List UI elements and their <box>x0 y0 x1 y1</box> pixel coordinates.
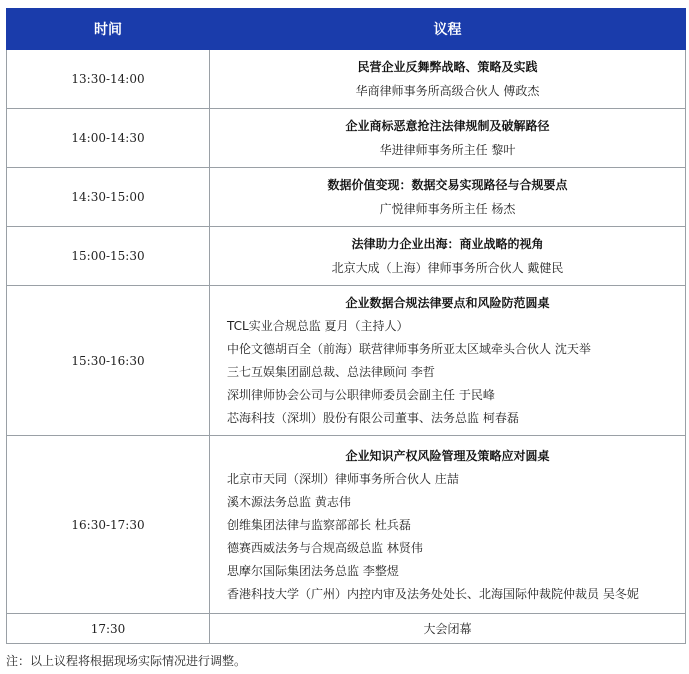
session-title: 数据价值变现：数据交易实现路径与合规要点 <box>327 178 568 192</box>
session-time: 17:30 <box>7 614 210 644</box>
agenda-row <box>7 168 686 227</box>
speaker: 北京大成（上海）律师事务所合伙人 戴健民 <box>331 261 564 275</box>
panelist: TCL实业合规总监 夏月（主持人） <box>227 319 409 333</box>
agenda-row <box>7 227 686 286</box>
speaker: 华商律师事务所高级合伙人 傅政杰 <box>355 84 540 98</box>
time-column-header: 时间 <box>7 9 210 50</box>
panelist: 思摩尔国际集团法务总监 李整煜 <box>227 563 399 578</box>
agenda-row <box>7 286 686 436</box>
session-cell <box>210 109 686 168</box>
session-time: 15:00-15:30 <box>7 227 210 286</box>
footnote: 注：以上议程将根据现场实际情况进行调整。 <box>6 654 247 668</box>
agenda-row <box>7 109 686 168</box>
session-title: 企业商标恶意抢注法律规制及破解路径 <box>345 119 550 133</box>
panelist: 三七互娱集团副总裁、总法律顾问 李哲 <box>227 365 435 379</box>
panelist: 北京市天同（深圳）律师事务所合伙人 庄喆 <box>227 471 459 486</box>
panelist: 中伦文德胡百全（前海）联营律师事务所亚太区域牵头合伙人 沈天举 <box>227 342 591 356</box>
agenda-row <box>7 436 686 614</box>
agenda-table <box>6 8 686 644</box>
session-cell <box>210 286 686 436</box>
session-cell <box>210 227 686 286</box>
session-title: 企业数据合规法律要点和风险防范圆桌 <box>345 296 550 310</box>
session-time: 14:30-15:00 <box>7 168 210 227</box>
agenda-column-header: 议程 <box>210 9 686 50</box>
panelist: 深圳律师协会公司与公职律师委员会副主任 于民峰 <box>227 388 495 402</box>
session-title: 企业知识产权风险管理及策略应对圆桌 <box>345 448 550 463</box>
panelist: 溪木源法务总监 黄志伟 <box>227 494 351 509</box>
session-time: 14:00-14:30 <box>7 109 210 168</box>
closing-cell: 大会闭幕 <box>210 614 686 644</box>
panelist: 香港科技大学（广州）内控内审及法务处处长、北海国际仲裁院仲裁员 吴冬妮 <box>227 586 639 601</box>
session-time: 15:30-16:30 <box>7 286 210 436</box>
session-title: 民营企业反舞弊战略、策略及实践 <box>357 60 538 74</box>
agenda-row <box>7 614 686 644</box>
header-row <box>7 9 686 50</box>
speaker: 华进律师事务所主任 黎叶 <box>379 143 516 157</box>
session-time: 13:30-14:00 <box>7 50 210 109</box>
session-cell <box>210 436 686 614</box>
panelist: 创维集团法律与监察部部长 杜兵磊 <box>227 517 411 532</box>
agenda-row <box>7 50 686 109</box>
panelist: 芯海科技（深圳）股份有限公司董事、法务总监 柯春磊 <box>227 411 519 425</box>
session-cell <box>210 50 686 109</box>
speaker: 广悦律师事务所主任 杨杰 <box>379 202 516 216</box>
panelist: 德赛西威法务与合规高级总监 林贤伟 <box>227 540 423 555</box>
session-title: 法律助力企业出海：商业战略的视角 <box>351 237 544 251</box>
session-time: 16:30-17:30 <box>7 436 210 614</box>
session-cell <box>210 168 686 227</box>
